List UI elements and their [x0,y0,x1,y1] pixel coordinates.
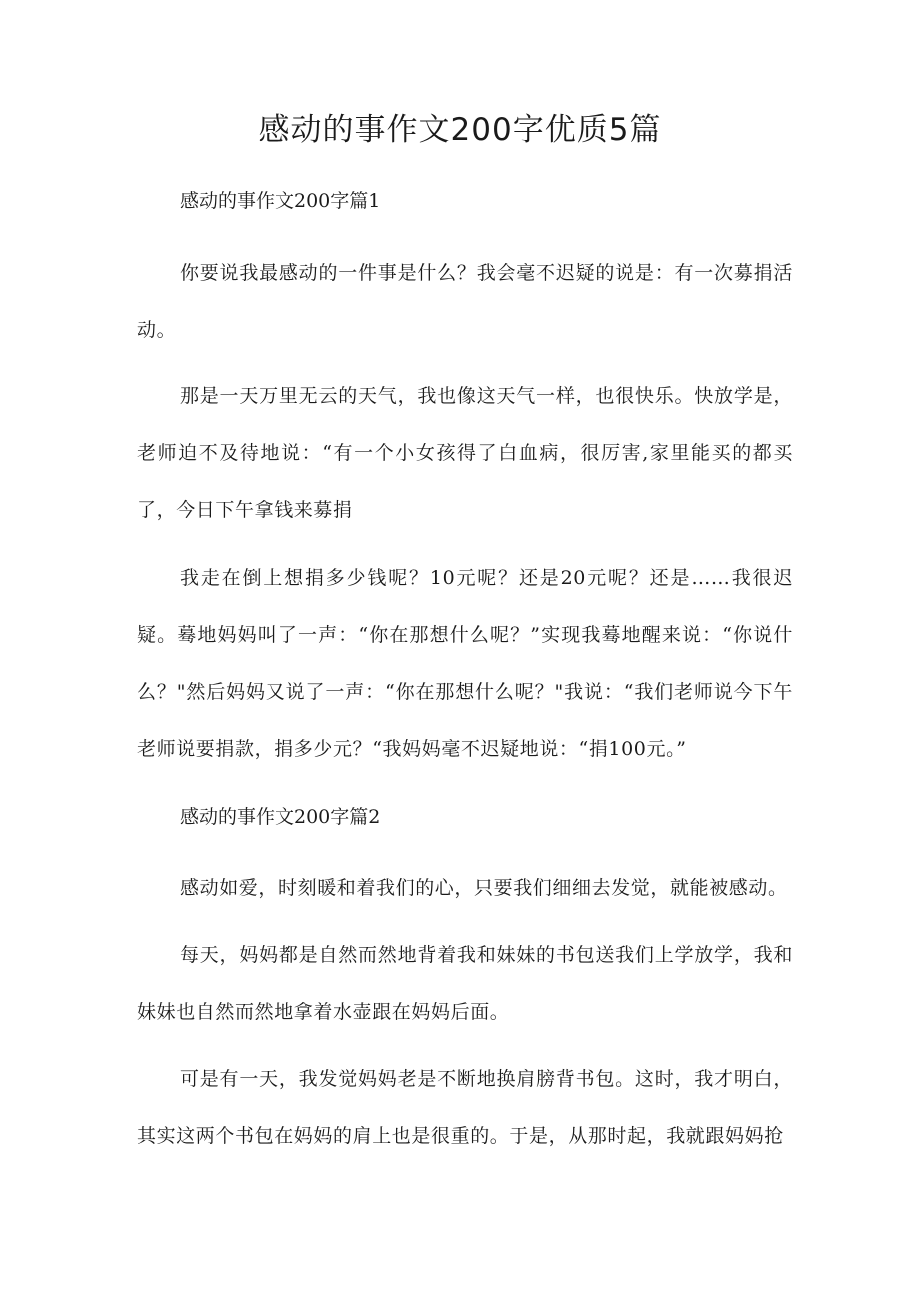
document-title: 感动的事作文200字优质5篇 [258,112,662,148]
paragraph: 可是有一天，我发觉妈妈老是不断地换肩膀背书包。这时，我才明白，其实这两个书包在妈妈的肩上也是很重的。于是，从那时起，我就跟妈妈抢 [137,1068,793,1147]
section-heading: 感动的事作文200字篇1 [180,190,381,212]
paragraph: 那是一天万里无云的天气，我也像这天气一样，也很快乐。快放学是，老师迫不及待地说：“有一个小女孩得了白血病，很厉害,家里能买的都买了，今日下午拿钱来募捐 [137,385,793,521]
paragraph: 每天，妈妈都是自然而然地背着我和妹妹的书包送我们上学放学，我和妹妹也自然而然地拿着水壶跟在妈妈后面。 [137,944,793,1023]
section-heading: 感动的事作文200字篇2 [180,806,381,828]
paragraph: 感动如爱，时刻暖和着我们的心，只要我们细细去发觉，就能被感动。 [180,877,788,899]
paragraph: 我走在倒上想捐多少钱呢？10元呢？还是20元呢？还是……我很迟疑。蓦地妈妈叫了一声：“你在那想什么呢？”实现我蓦地醒来说：“你说什么？"然后妈妈又说了一声：“你在那想什么呢？"我说：“我们老师说今下午老师说要捐款，捐多少元？“我妈妈毫不迟疑地说：“捐100元。” [137,567,793,760]
paragraph: 你要说我最感动的一件事是什么？我会毫不迟疑的说是：有一次募捐活动。 [137,262,793,341]
